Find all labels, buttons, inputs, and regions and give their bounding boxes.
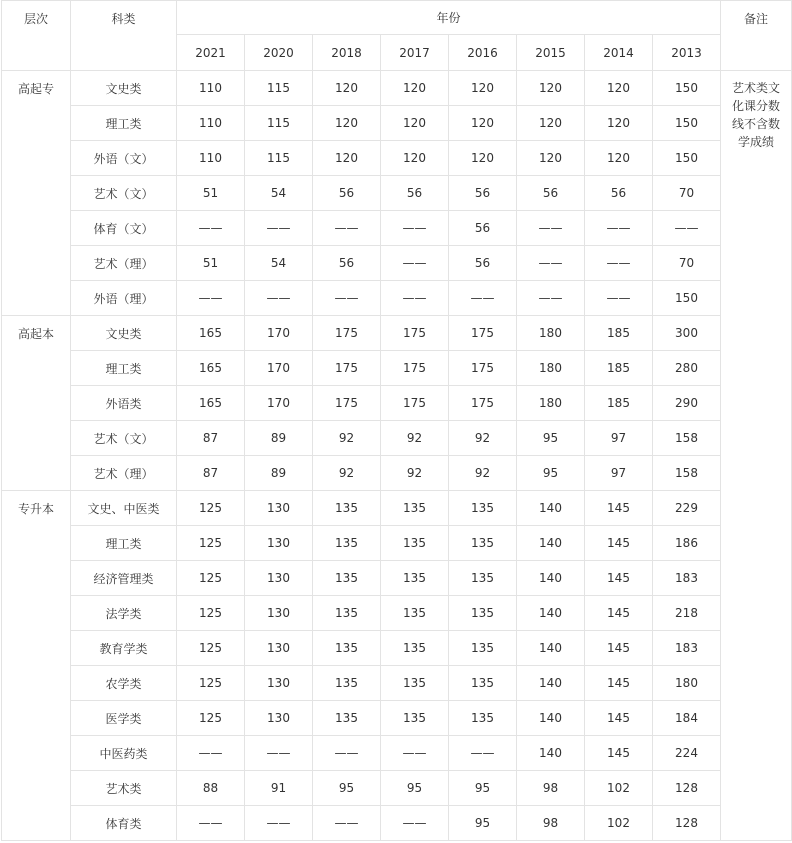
score-cell: —— [313,806,381,841]
score-cell: 120 [585,141,653,176]
score-cell: —— [517,246,585,281]
score-cell: 158 [653,456,721,491]
score-cell: 95 [449,806,517,841]
score-cell: 120 [449,71,517,106]
score-cell: 54 [245,246,313,281]
score-cell: 95 [517,456,585,491]
category-cell: 医学类 [71,701,177,736]
header-category: 科类 [71,1,177,71]
score-cell: 135 [313,526,381,561]
score-cell: 51 [177,246,245,281]
score-cell: 120 [449,106,517,141]
year-header-cell: 2017 [381,35,449,71]
score-cell: —— [381,806,449,841]
score-cell: 92 [313,456,381,491]
table-row [2,456,792,491]
score-cell: 97 [585,421,653,456]
score-cell: 135 [381,491,449,526]
score-cell: 280 [653,351,721,386]
year-header-cell: 2016 [449,35,517,71]
score-cell: 120 [585,106,653,141]
table-row [2,806,792,841]
score-cell: 145 [585,561,653,596]
score-cell: 180 [653,666,721,701]
category-cell: 文史类 [71,316,177,351]
category-cell: 理工类 [71,351,177,386]
score-cell: 135 [313,596,381,631]
score-cell: 175 [381,386,449,421]
category-cell: 艺术（文） [71,421,177,456]
table-row [2,281,792,316]
score-cell: 130 [245,596,313,631]
score-cell: 170 [245,316,313,351]
score-cell: 175 [381,351,449,386]
table-row [2,141,792,176]
category-cell: 文史类 [71,71,177,106]
score-cell: 120 [517,71,585,106]
score-cell: 102 [585,806,653,841]
category-cell: 理工类 [71,526,177,561]
year-header-cell: 2014 [585,35,653,71]
score-cell: 89 [245,456,313,491]
category-cell: 中医药类 [71,736,177,771]
score-cell: 120 [381,141,449,176]
score-cell: 185 [585,316,653,351]
category-cell: 艺术（文） [71,176,177,211]
score-cell: 92 [381,456,449,491]
score-cell: 120 [517,106,585,141]
score-cell: 165 [177,386,245,421]
score-cell: 135 [381,526,449,561]
header-row [2,1,792,35]
category-cell: 经济管理类 [71,561,177,596]
score-cell: —— [177,281,245,316]
score-cell: 145 [585,666,653,701]
score-cell: 135 [381,701,449,736]
category-cell: 文史、中医类 [71,491,177,526]
score-cell: 140 [517,596,585,631]
table-row [2,386,792,421]
table-row [2,316,792,351]
score-cell: 125 [177,561,245,596]
score-cell: 125 [177,701,245,736]
year-header-cell: 2020 [245,35,313,71]
score-cell: —— [517,281,585,316]
score-cell: 184 [653,701,721,736]
category-cell: 外语（理） [71,281,177,316]
table-row [2,421,792,456]
category-cell: 体育类 [71,806,177,841]
table-row [2,106,792,141]
score-cell: 180 [517,351,585,386]
score-cell: 130 [245,631,313,666]
score-cell: 135 [313,491,381,526]
score-cell: 145 [585,526,653,561]
year-header-cell: 2018 [313,35,381,71]
score-cell: 135 [449,631,517,666]
score-cell: 135 [381,666,449,701]
score-cell: 56 [313,246,381,281]
table-row [2,771,792,806]
score-cell: 135 [313,701,381,736]
score-cell: 145 [585,631,653,666]
score-cell: 150 [653,71,721,106]
score-cell: —— [381,736,449,771]
score-cell: —— [517,211,585,246]
score-cell: 135 [449,596,517,631]
score-cell: 120 [449,141,517,176]
score-cell: —— [177,806,245,841]
score-cell: 130 [245,666,313,701]
score-cell: 92 [313,421,381,456]
score-cell: 140 [517,491,585,526]
score-cell: 91 [245,771,313,806]
remark-cell [721,71,792,841]
score-cell: 120 [585,71,653,106]
score-cell: 175 [449,386,517,421]
table-row [2,736,792,771]
score-cell: —— [177,211,245,246]
score-cell: 185 [585,351,653,386]
score-cell: —— [245,281,313,316]
score-cell: 165 [177,316,245,351]
score-cell: 125 [177,596,245,631]
score-cell: 140 [517,526,585,561]
category-cell: 体育（文） [71,211,177,246]
table-row [2,561,792,596]
table-row [2,211,792,246]
score-cell: 120 [381,71,449,106]
score-cell: 87 [177,421,245,456]
score-cell: 290 [653,386,721,421]
score-cell: 51 [177,176,245,211]
category-cell: 法学类 [71,596,177,631]
score-cell: —— [313,211,381,246]
score-cell: 140 [517,631,585,666]
score-cell: 218 [653,596,721,631]
category-cell: 外语（文） [71,141,177,176]
year-header-cell: 2021 [177,35,245,71]
score-cell: 145 [585,701,653,736]
score-cell: 140 [517,701,585,736]
level-cell: 高起本 [2,316,71,491]
score-cell: —— [245,736,313,771]
score-cell: —— [381,246,449,281]
score-cell: —— [449,736,517,771]
score-cell: —— [313,281,381,316]
score-cell: 125 [177,526,245,561]
table-row [2,666,792,701]
score-cell: 145 [585,491,653,526]
header-level: 层次 [2,1,71,71]
score-cell: —— [381,211,449,246]
category-cell: 教育学类 [71,631,177,666]
score-cell: 56 [381,176,449,211]
score-cell: 229 [653,491,721,526]
score-cell: 175 [313,316,381,351]
score-cell: 115 [245,71,313,106]
score-cell: 145 [585,736,653,771]
score-cell: —— [381,281,449,316]
score-cell: 128 [653,806,721,841]
score-cell: 98 [517,771,585,806]
table-row [2,701,792,736]
score-cell: 87 [177,456,245,491]
header-year-group: 年份 [177,1,721,35]
score-cell: 135 [381,596,449,631]
score-cell: 88 [177,771,245,806]
score-cell: 135 [449,526,517,561]
score-cell: 175 [381,316,449,351]
score-cell: 150 [653,141,721,176]
score-cell: 170 [245,351,313,386]
score-cell: 130 [245,701,313,736]
score-cell: —— [585,281,653,316]
score-cell: 183 [653,631,721,666]
year-header-cell: 2013 [653,35,721,71]
score-cell: 135 [449,666,517,701]
table-row [2,246,792,281]
score-cell: 120 [313,71,381,106]
score-cell: 175 [449,316,517,351]
score-cell: 95 [449,771,517,806]
score-cell: 140 [517,561,585,596]
score-table [1,0,792,841]
score-cell: 95 [381,771,449,806]
score-cell: 92 [449,421,517,456]
score-cell: —— [585,246,653,281]
category-cell: 艺术（理） [71,246,177,281]
score-cell: 135 [449,701,517,736]
score-cell: 150 [653,281,721,316]
score-cell: 130 [245,526,313,561]
score-cell: 97 [585,456,653,491]
score-cell: 92 [449,456,517,491]
score-cell: 102 [585,771,653,806]
score-cell: 180 [517,316,585,351]
score-cell: 70 [653,246,721,281]
score-cell: —— [177,736,245,771]
score-cell: 95 [517,421,585,456]
score-cell: 135 [381,631,449,666]
score-cell: 135 [449,561,517,596]
score-cell: 115 [245,106,313,141]
table-row [2,176,792,211]
category-cell: 农学类 [71,666,177,701]
score-cell: 125 [177,631,245,666]
score-cell: —— [585,211,653,246]
score-cell: 165 [177,351,245,386]
score-cell: 54 [245,176,313,211]
table-row [2,526,792,561]
score-cell: 158 [653,421,721,456]
score-cell: 135 [449,491,517,526]
header-remark: 备注 [721,1,792,71]
remark-text: 艺术类文化课分数线不含数学成绩 [732,81,781,149]
score-cell: 110 [177,71,245,106]
score-cell: 56 [517,176,585,211]
score-cell: 120 [313,106,381,141]
score-cell: 110 [177,106,245,141]
score-cell: —— [449,281,517,316]
score-cell: 135 [313,561,381,596]
score-cell: 130 [245,561,313,596]
score-cell: 56 [313,176,381,211]
score-cell: 135 [381,561,449,596]
score-cell: 95 [313,771,381,806]
score-cell: 89 [245,421,313,456]
category-cell: 外语类 [71,386,177,421]
category-cell: 艺术类 [71,771,177,806]
score-cell: 56 [449,246,517,281]
score-cell: 56 [585,176,653,211]
score-cell: 120 [313,141,381,176]
score-cell: 115 [245,141,313,176]
score-cell: —— [245,806,313,841]
score-cell: 125 [177,666,245,701]
score-cell: 300 [653,316,721,351]
score-cell: 175 [313,386,381,421]
table-row [2,596,792,631]
score-cell: 56 [449,176,517,211]
score-cell: 183 [653,561,721,596]
score-cell: 125 [177,491,245,526]
score-cell: 185 [585,386,653,421]
score-cell: 110 [177,141,245,176]
score-cell: —— [653,211,721,246]
table-row [2,491,792,526]
table-row [2,71,792,106]
score-cell: —— [245,211,313,246]
level-cell: 专升本 [2,491,71,841]
year-header-cell: 2015 [517,35,585,71]
score-cell: 180 [517,386,585,421]
score-cell: 175 [449,351,517,386]
score-cell: 175 [313,351,381,386]
table-row [2,631,792,666]
score-cell: 140 [517,736,585,771]
score-cell: 56 [449,211,517,246]
score-cell: 130 [245,491,313,526]
score-cell: 150 [653,106,721,141]
score-cell: 224 [653,736,721,771]
level-cell: 高起专 [2,71,71,316]
score-cell: 135 [313,666,381,701]
score-cell: 120 [517,141,585,176]
score-cell: 70 [653,176,721,211]
score-cell: 135 [313,631,381,666]
category-cell: 艺术（理） [71,456,177,491]
score-cell: 170 [245,386,313,421]
score-cell: 128 [653,771,721,806]
score-cell: —— [313,736,381,771]
score-cell: 98 [517,806,585,841]
score-cell: 186 [653,526,721,561]
score-cell: 92 [381,421,449,456]
score-cell: 145 [585,596,653,631]
score-cell: 140 [517,666,585,701]
table-row [2,351,792,386]
category-cell: 理工类 [71,106,177,141]
score-cell: 120 [381,106,449,141]
